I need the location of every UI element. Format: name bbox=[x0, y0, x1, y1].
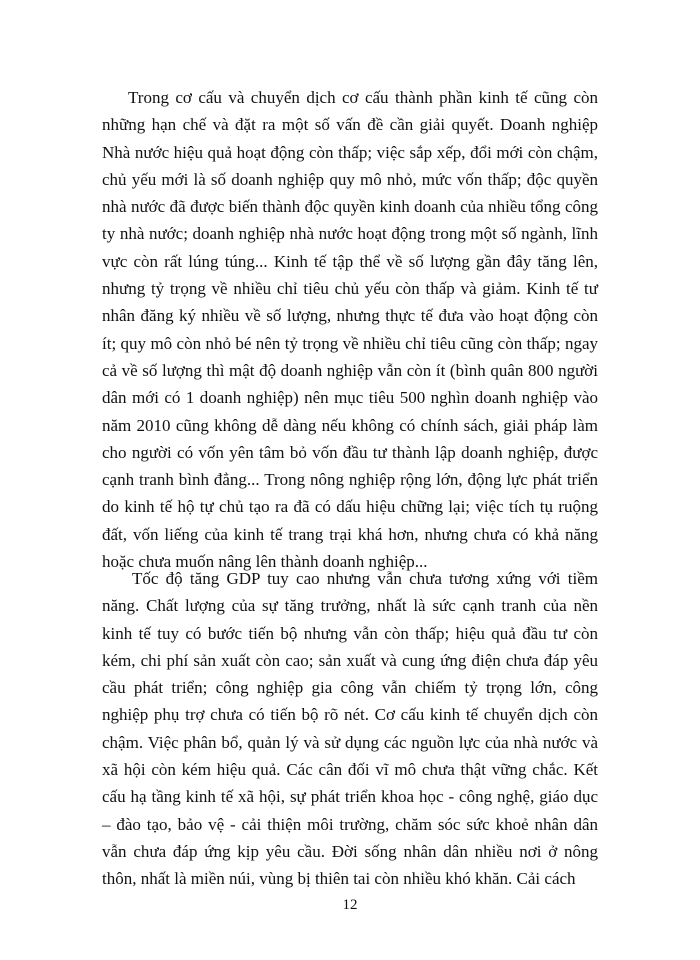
body-paragraph: Trong cơ cấu và chuyển dịch cơ cấu thành phần kinh tế cũng còn những hạn chế và đặt ra một số vấn đề cần giải quyết. Doanh nghiệp Nhà nước hiệu quả hoạt động còn thấp; việc sắp xếp, đổi mới còn chậm, chủ yếu mới là số doanh nghiệp quy mô nhỏ, mức vốn thấp; độc quyền nhà nước đã được biến thành độc quyền kinh doanh của nhiều tổng công ty nhà nước; doanh nghiệp nhà nước hoạt động trong một số ngành, lĩnh vực còn rất lúng túng... Kinh tế tập thể về số lượng gần đây tăng lên, nhưng tỷ trọng về nhiều chỉ tiêu chủ yếu còn thấp và giảm. Kinh tế tư nhân đăng ký nhiều về số lượng, nhưng thực tế đưa vào hoạt động còn ít; quy mô còn nhỏ bé nên tỷ trọng về nhiều chỉ tiêu cũng còn thấp; ngay cả về số lượng thì mật độ doanh nghiệp vẫn còn ít (bình quân 800 người dân mới có 1 doanh nghiệp) nên mục tiêu 500 nghìn doanh nghiệp vào năm 2010 cũng không dễ dàng nếu không có chính sách, giải pháp làm cho người có vốn yên tâm bỏ vốn đầu tư thành lập doanh nghiệp, được cạnh tranh bình đẳng... Trong nông nghiệp rộng lớn, động lực phát triển do kinh tế hộ tự chủ tạo ra đã có dấu hiệu chững lại; việc tích tụ ruộng đất, vốn liếng của kinh tế trang trại khá hơn, nhưng chưa có khả năng hoặc chưa muốn nâng lên thành doanh nghiệp... bbox=[102, 88, 598, 572]
body-paragraph: Tốc độ tăng GDP tuy cao nhưng vẫn chưa tương xứng với tiềm năng. Chất lượng của sự tăng trưởng, nhất là sức cạnh tranh của nền kinh tế tuy có bước tiến bộ nhưng vẫn còn thấp; hiệu quả đầu tư còn kém, chi phí sản xuất còn cao; sản xuất và cung ứng điện chưa đáp yêu cầu phát triển; công nghiệp gia công vẫn chiếm tỷ trọng lớn, công nghiệp phụ trợ chưa có tiến bộ rõ nét. Cơ cấu kinh tế chuyển dịch còn chậm. Việc phân bổ, quản lý và sử dụng các nguồn lực của nhà nước và xã hội còn kém hiệu quả. Các cân đối vĩ mô chưa thật vững chắc. Kết cấu hạ tầng kinh tế xã hội, sự phát triển khoa học - công nghệ, giáo dục – đào tạo, bảo vệ - cải thiện môi trường, chăm sóc sức khoẻ nhân dân vẫn chưa đáp ứng kịp yêu cầu. Đời sống nhân dân nhiều nơi ở nông thôn, nhất là miền núi, vùng bị thiên tai còn nhiều khó khăn. Cải cách bbox=[102, 569, 598, 889]
page-number: 12 bbox=[342, 897, 358, 913]
